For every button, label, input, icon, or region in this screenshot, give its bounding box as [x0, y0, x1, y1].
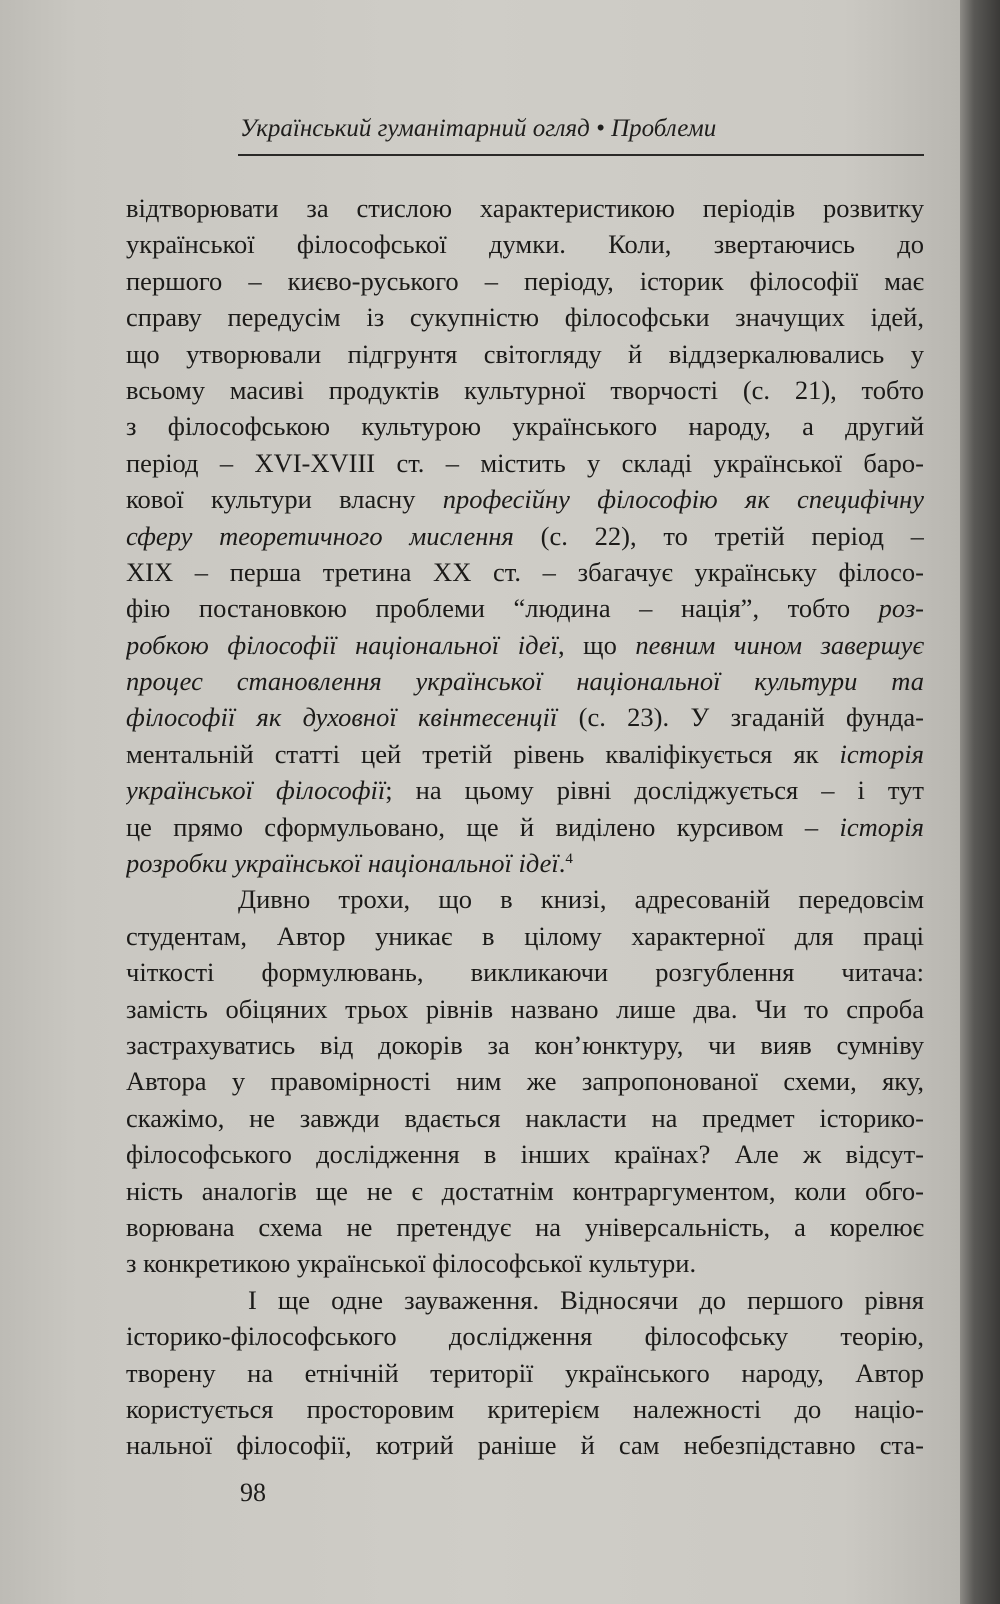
italic-phrase: процес становлення української національної культури та: [126, 666, 924, 697]
text-line-34: користується просторовим критерієм належності до націо-: [126, 1393, 924, 1424]
text-line-21: студентам, Автор уникає в цілому характерної для праці: [126, 920, 924, 951]
text-line-29: ворювана схема не претендує на універсальність, а корелює: [126, 1211, 924, 1242]
section-title: Проблеми: [611, 115, 717, 142]
text-line-24: застрахуватись від докорів за кон’юнктуру, чи вияв сумніву: [126, 1029, 924, 1060]
page-number: 98: [240, 1478, 266, 1507]
italic-phrase: роз-: [878, 593, 924, 624]
header-rule: [238, 154, 924, 156]
text-line-10: сферу теоретичного мислення (с. 22), то третій період –: [126, 520, 924, 551]
footnote-marker: 4: [565, 851, 573, 868]
journal-title: Український гуманітарний огляд: [240, 115, 590, 142]
text-line-19: розробки української національної ідеї.$^4$: [126, 848, 573, 879]
italic-phrase: філософії як духовної квінтесенції: [126, 702, 558, 733]
text-line-16: ментальній статті цей третій рівень кваліфікується як історія: [126, 738, 924, 769]
text-line-22: чіткості формулювань, викликаючи розгублення читача:: [126, 957, 924, 988]
text-line-26: скажімо, не завжди вдається накласти на предмет історико-: [126, 1102, 924, 1133]
text-line-12: фію постановкою проблеми “людина – нація”, тобто роз-: [126, 593, 924, 624]
text-line-33: творену на етнічній території українського народу, Автор: [126, 1357, 924, 1388]
text-line-17: української філософії; на цьому рівні досліджується – і тут: [126, 775, 924, 806]
text-line-5: що утворювали підгрунтя світогляду й віддзеркалювались у: [126, 338, 924, 369]
text-line-9: кової культури власну професійну філософію як специфічну: [126, 484, 924, 515]
text-line-8: період – XVI-XVIII ст. – містить у складі української баро-: [126, 447, 924, 478]
text-line-1: відтворювати за стислою характеристикою періодів розвитку: [126, 193, 924, 223]
text-line-23: замість обіцяних трьох рівнів названо лише два. Чи то спроба: [126, 993, 924, 1024]
text-line-4: справу передусім із сукупністю філософськи значущих ідей,: [126, 302, 924, 333]
italic-phrase: української філософії: [126, 775, 386, 806]
text-line-31: І ще одне зауваження. Відносячи до першого рівня: [248, 1284, 924, 1315]
text-line-30: з конкретикою української філософської культури.: [126, 1248, 697, 1279]
italic-phrase: певним чином завершує: [635, 629, 924, 660]
book-spine-shadow: [960, 0, 1000, 1604]
italic-phrase: історія: [839, 811, 924, 842]
text-line-35: нальної філософії, котрий раніше й сам небезпідставно ста-: [126, 1430, 924, 1461]
body-text: [126, 190, 924, 1464]
text-line-20: Дивно трохи, що в книзі, адресованій передовсім: [238, 884, 924, 915]
text-line-11: XIX – перша третина XX ст. – збагачує українську філосо-: [126, 556, 924, 587]
header-separator: •: [596, 115, 605, 142]
italic-phrase: сферу теоретичного мислення: [126, 520, 514, 551]
text-line-27: філософського дослідження в інших країнах? Але ж відсут-: [126, 1139, 924, 1170]
text-line-3: першого – києво-руського – періоду, історик філософії має: [126, 265, 924, 296]
italic-phrase: розробки української національної ідеї: [126, 848, 559, 879]
italic-phrase: історія: [839, 738, 924, 769]
text-line-28: ність аналогів ще не є достатнім контраргументом, коли обго-: [126, 1175, 924, 1206]
text-line-18: це прямо сформульовано, ще й виділено курсивом – історія: [126, 811, 924, 842]
text-line-15: філософії як духовної квінтесенції (с. 23). У згаданій фунда-: [126, 702, 924, 733]
text-line-13: робкою філософії національної ідеї, що певним чином завершує: [126, 629, 924, 660]
text-line-6: всьому масиві продуктів культурної творчості (с. 21), тобто: [126, 374, 924, 405]
italic-phrase: професійну філософію як специфічну: [442, 484, 924, 515]
text-line-7: з філософською культурою українського народу, а другий: [126, 411, 924, 442]
italic-phrase: робкою філософії національної ідеї: [126, 629, 558, 660]
text-line-2: української філософської думки. Коли, звертаючись до: [126, 229, 924, 260]
text-line-32: історико-філософського дослідження філософську теорію,: [126, 1321, 924, 1352]
text-line-14: [126, 663, 924, 699]
text-line-25: Автора у правомірності ним же запропонованої схеми, яку,: [126, 1066, 924, 1097]
running-head: [240, 112, 920, 146]
